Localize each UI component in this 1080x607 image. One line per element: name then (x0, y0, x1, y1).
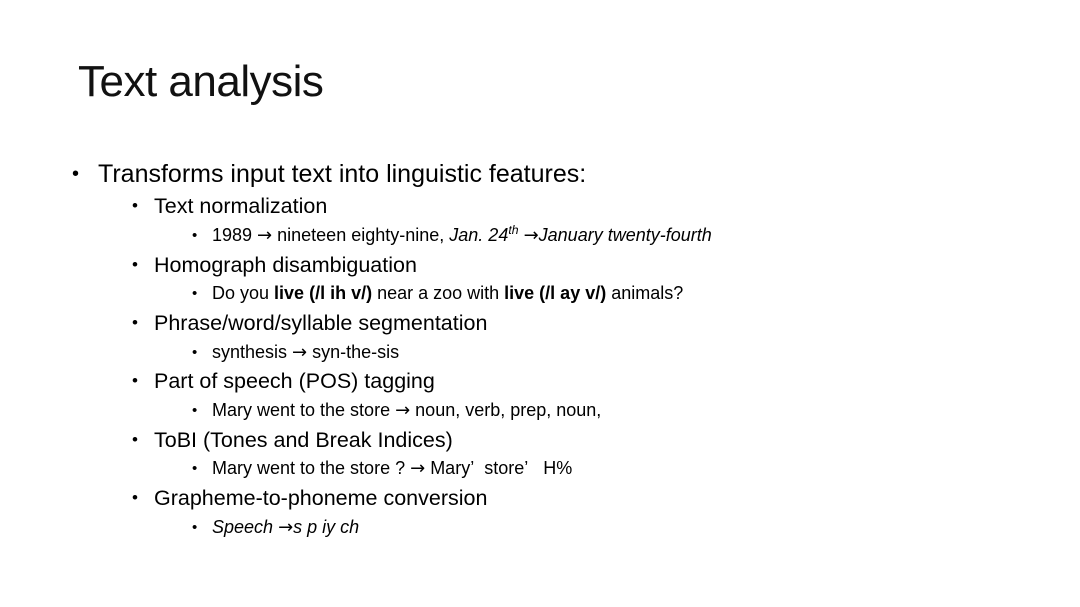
level2-label: Phrase/word/syllable segmentation (154, 311, 488, 336)
level3-text: Speech →s p iy ch (212, 516, 360, 538)
list-item (192, 339, 1032, 367)
bullet-icon: • (192, 226, 198, 244)
bullet-icon: • (132, 429, 138, 449)
arrow-icon: → (257, 224, 273, 246)
page-title: Text analysis (78, 57, 324, 106)
list-item (132, 191, 1032, 249)
level2-label: Homograph disambiguation (154, 252, 417, 277)
arrow-icon: → (523, 224, 539, 246)
bullet-icon: • (192, 285, 198, 303)
list-item (192, 280, 1032, 308)
bullet-list-level-3 (192, 397, 1032, 425)
list-item (132, 366, 1032, 424)
slide-body (72, 158, 1032, 544)
list-item (132, 250, 1032, 308)
bullet-list-level-3 (192, 280, 1032, 308)
bullet-list-level-3 (192, 514, 1032, 542)
level2-label: Part of speech (POS) tagging (154, 369, 435, 394)
bullet-icon: • (192, 518, 198, 536)
bullet-list-level-3 (192, 222, 1032, 250)
level2-label: Grapheme-to-phoneme conversion (154, 486, 488, 511)
level3-text: Mary went to the store → noun, verb, prep, noun, (212, 399, 602, 421)
level3-text: Do you live (/l ih v/) near a zoo with live (/l ay v/) animals? (212, 283, 684, 304)
bullet-icon: • (132, 313, 138, 333)
bullet-list-level-3 (192, 455, 1032, 483)
bullet-icon: • (192, 401, 198, 419)
arrow-icon: → (410, 458, 426, 480)
list-item (192, 397, 1032, 425)
list-item (132, 308, 1032, 366)
list-item (192, 514, 1032, 542)
list-item (192, 222, 1032, 250)
level3-text: 1989 → nineteen eighty-nine, Jan. 24th →January twenty-fourth (212, 222, 712, 246)
bullet-icon: • (132, 196, 138, 216)
bullet-icon: • (132, 371, 138, 391)
bullet-icon: • (192, 460, 198, 478)
level3-text: synthesis → syn-the-sis (212, 341, 400, 363)
list-item (72, 158, 1032, 542)
list-item (132, 425, 1032, 483)
level3-text: Mary went to the store ? → Mary’ store’ H% (212, 458, 573, 480)
arrow-icon: → (395, 399, 411, 421)
level2-label: Text normalization (154, 194, 328, 219)
bullet-icon: • (132, 254, 138, 274)
bullet-list-level-1 (72, 158, 1032, 542)
bullet-icon: • (72, 163, 80, 185)
arrow-icon: → (278, 516, 294, 538)
level2-label: ToBI (Tones and Break Indices) (154, 427, 453, 452)
list-item (132, 483, 1032, 541)
bullet-list-level-2 (132, 191, 1032, 541)
level1-text: Transforms input text into linguistic features: (98, 160, 587, 188)
bullet-list-level-3 (192, 339, 1032, 367)
bullet-icon: • (192, 343, 198, 361)
arrow-icon: → (292, 341, 308, 363)
list-item (192, 455, 1032, 483)
bullet-icon: • (132, 488, 138, 508)
